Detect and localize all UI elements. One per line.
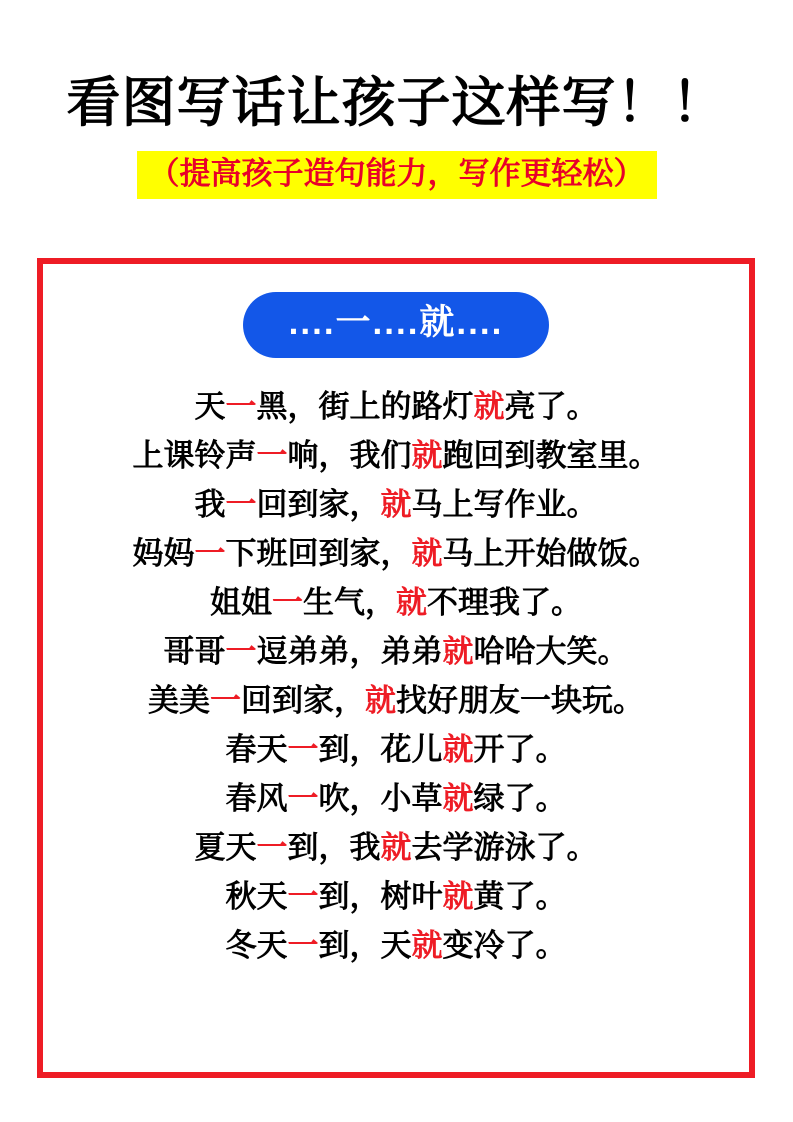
highlighted-keyword: 就	[396, 584, 427, 620]
sentence-text: 到，花儿	[318, 731, 443, 767]
highlighted-keyword: 一	[287, 731, 319, 767]
highlighted-keyword: 一	[225, 486, 257, 522]
sentence-line	[61, 382, 731, 431]
sentence-line	[61, 480, 731, 529]
highlighted-keyword: 一	[210, 682, 241, 718]
sentence-text: 秋天	[225, 878, 288, 914]
highlighted-keyword: 就	[442, 878, 474, 914]
sentence-text: 我	[194, 486, 226, 522]
sentence-text: 回到家，	[256, 486, 381, 522]
highlighted-keyword: 一	[225, 633, 257, 669]
highlighted-keyword: 就	[411, 927, 443, 963]
highlighted-keyword: 就	[442, 633, 474, 669]
page-subtitle: （提高孩子造句能力，写作更轻松）	[137, 151, 657, 199]
sentence-text: 生气，	[303, 584, 396, 620]
sentence-text: 逗弟弟，弟弟	[256, 633, 443, 669]
sentence-text: 变冷了。	[442, 927, 567, 963]
sentence-text: 去学游泳了。	[411, 829, 598, 865]
sentence-text: 开了。	[473, 731, 567, 767]
highlighted-keyword: 一	[194, 535, 226, 571]
sentence-list	[43, 382, 749, 970]
title-area	[0, 0, 793, 199]
sentence-text: 黄了。	[473, 878, 567, 914]
highlighted-keyword: 就	[380, 486, 412, 522]
sentence-text: 天	[194, 388, 226, 424]
highlighted-keyword: 就	[473, 388, 505, 424]
sentence-text: 妈妈	[132, 535, 195, 571]
sentence-text: 哈哈大笑。	[473, 633, 629, 669]
content-card	[37, 258, 755, 1078]
sentence-line	[61, 676, 731, 725]
sentence-text: 找好朋友一块玩。	[396, 682, 644, 718]
sentence-text: 哥哥	[163, 633, 226, 669]
highlighted-keyword: 一	[256, 437, 288, 473]
highlighted-keyword: 一	[287, 780, 319, 816]
sentence-text: 美美	[148, 682, 210, 718]
sentence-text: 不理我了。	[427, 584, 582, 620]
sentence-text: 绿了。	[473, 780, 567, 816]
sentence-line	[61, 529, 731, 578]
sentence-line	[61, 578, 731, 627]
sentence-text: 冬天	[225, 927, 288, 963]
sentence-text: 回到家，	[241, 682, 365, 718]
sentence-text: 夏天	[194, 829, 257, 865]
sentence-text: 到，天	[318, 927, 412, 963]
highlighted-keyword: 一	[287, 927, 319, 963]
highlighted-keyword: 一	[256, 829, 288, 865]
sentence-text: 上课铃声	[132, 437, 257, 473]
sentence-line	[61, 921, 731, 970]
sentence-text: 春风	[225, 780, 288, 816]
highlighted-keyword: 就	[442, 731, 474, 767]
sentence-text: 马上开始做饭。	[442, 535, 660, 571]
pattern-badge-wrap	[43, 292, 749, 358]
sentence-text: 黑，街上的路灯	[256, 388, 474, 424]
sentence-text: 亮了。	[504, 388, 598, 424]
highlighted-keyword: 就	[365, 682, 396, 718]
sentence-line	[61, 823, 731, 872]
sentence-line	[61, 431, 731, 480]
highlighted-keyword: 一	[225, 388, 257, 424]
sentence-line	[61, 774, 731, 823]
highlighted-keyword: 就	[380, 829, 412, 865]
sentence-line	[61, 725, 731, 774]
sentence-text: 姐姐	[210, 584, 272, 620]
sentence-text: 春天	[225, 731, 288, 767]
sentence-line	[61, 872, 731, 921]
sentence-line	[61, 627, 731, 676]
highlighted-keyword: 就	[411, 437, 443, 473]
sentence-text: 下班回到家，	[225, 535, 412, 571]
sentence-text: 到，我	[287, 829, 381, 865]
sentence-text: 吹，小草	[318, 780, 443, 816]
highlighted-keyword: 就	[442, 780, 474, 816]
sentence-text: 响，我们	[287, 437, 412, 473]
highlighted-keyword: 一	[272, 584, 303, 620]
subtitle-wrap	[0, 151, 793, 199]
sentence-text: 到，树叶	[318, 878, 443, 914]
page-title: 看图写话让孩子这样写！！	[66, 73, 727, 133]
highlighted-keyword: 就	[411, 535, 443, 571]
pattern-badge: ....一....就....	[243, 292, 550, 358]
sentence-text: 跑回到教室里。	[442, 437, 660, 473]
sentence-text: 马上写作业。	[411, 486, 598, 522]
highlighted-keyword: 一	[287, 878, 319, 914]
